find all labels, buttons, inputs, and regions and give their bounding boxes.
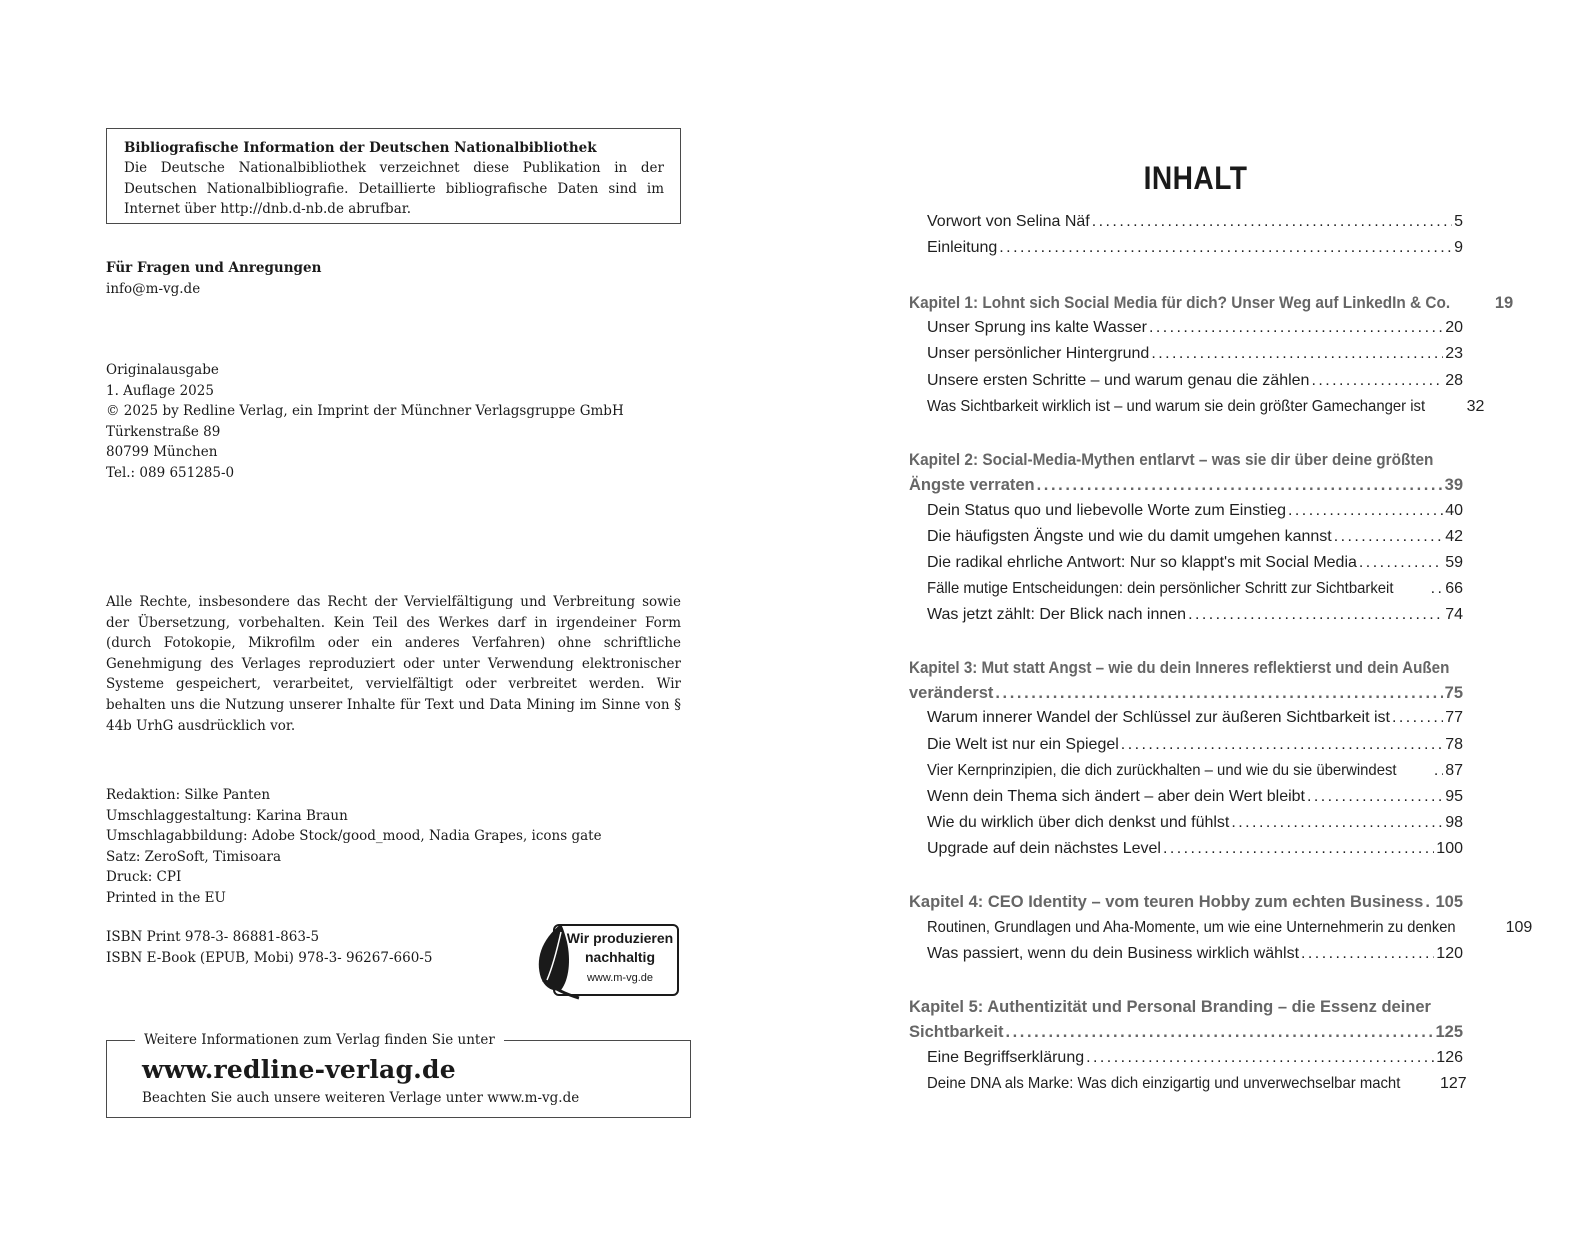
toc-leader	[1005, 1022, 1433, 1042]
isbn-block	[106, 927, 432, 968]
toc-entry-title: Warum innerer Wandel der Schlüssel zur äußeren Sichtbarkeit ist	[927, 709, 1390, 726]
toc-entry-title: Die Welt ist nur ein Spiegel	[927, 736, 1119, 753]
toc-entry-title: Routinen, Grundlagen und Aha-Momente, um wie eine Unternehmerin zu denken	[927, 919, 1456, 936]
toc-page-number: 28	[1445, 372, 1463, 389]
toc-leader	[1231, 813, 1443, 833]
toc-entry-title: Die radikal ehrliche Antwort: Nur so klappt's mit Social Media	[927, 554, 1357, 571]
toc-entry-title: Wenn dein Thema sich ändert – aber dein Wert bleibt	[927, 788, 1305, 805]
toc-page-number: 100	[1436, 840, 1463, 857]
toc-chapter-entry[interactable]	[909, 892, 1463, 912]
badge-text-line2: nachhaltig	[584, 949, 655, 965]
toc-page-number: 109	[1505, 919, 1533, 936]
toc-chapter-title: Kapitel 4: CEO Identity – vom teuren Hobby zum echten Business	[909, 893, 1424, 911]
toc-chapter-title-line2: Sichtbarkeit	[909, 1023, 1004, 1041]
toc-entry[interactable]	[927, 371, 1463, 391]
publisher-note: Beachten Sie auch unsere weiteren Verlage unter www.m-vg.de	[142, 1090, 580, 1106]
toc-page-number: 9	[1454, 239, 1463, 256]
toc-chapter-title-line1[interactable]: Kapitel 5: Authentizität und Personal Branding – die Essenz deiner	[909, 998, 1431, 1016]
toc-entry[interactable]	[927, 397, 1485, 417]
edition-block	[106, 360, 624, 484]
credit-line: Umschlaggestaltung: Karina Braun	[106, 807, 348, 824]
toc-chapter-title-line1[interactable]: Kapitel 3: Mut statt Angst – wie du dein Inneres reflektierst und dein Außen	[909, 659, 1450, 677]
toc-entry-title: Was jetzt zählt: Der Blick nach innen	[927, 606, 1187, 623]
toc-page-number: 75	[1444, 684, 1463, 702]
toc-entry-title: Die häufigsten Ängste und wie du damit umgehen kannst	[927, 528, 1332, 545]
copyright-line: © 2025 by Redline Verlag, ein Imprint der Münchner Verlagsgruppe GmbH	[106, 403, 624, 420]
contact-heading: Für Fragen und Anregungen	[106, 260, 322, 276]
credit-line: Druck: CPI	[106, 869, 182, 886]
toc-chapter-title-line2: Ängste verraten	[909, 476, 1035, 494]
contact-block	[106, 258, 321, 299]
toc-page-number: 42	[1445, 528, 1463, 545]
toc-page-number: 126	[1436, 1049, 1463, 1066]
badge-text-line1: Wir produzieren	[566, 930, 674, 946]
toc-leader	[1392, 708, 1443, 728]
toc-chapter-entry[interactable]	[909, 683, 1463, 703]
toc-page-number: 105	[1435, 893, 1463, 911]
toc-page-number: 120	[1436, 945, 1463, 962]
toc-page-number: 87	[1445, 762, 1463, 779]
edition-line: Originalausgabe	[106, 362, 219, 378]
toc-entry[interactable]	[927, 761, 1463, 781]
toc-page-number: 39	[1444, 476, 1463, 494]
address-street: Türkenstraße 89	[106, 423, 221, 440]
publisher-web-box	[106, 1032, 691, 1118]
toc-entry-title: Dein Status quo und liebevolle Worte zum Einstieg	[927, 502, 1287, 519]
edition-line: 1. Auflage 2025	[106, 382, 214, 399]
toc-page-number: 40	[1445, 502, 1463, 519]
toc-page-number: 77	[1445, 709, 1463, 726]
toc-entry[interactable]	[927, 1048, 1463, 1068]
sustainability-badge	[531, 920, 691, 1004]
toc-leader	[1288, 501, 1443, 521]
toc-entry-title: Vier Kernprinzipien, die dich zurückhalten – und wie du sie überwindest	[927, 762, 1397, 779]
toc-leader	[1188, 605, 1443, 625]
toc-entry[interactable]	[927, 944, 1463, 964]
toc-page-number: 32	[1466, 398, 1485, 415]
publisher-web-legend: Weitere Informationen zum Verlag finden Sie unter	[135, 1030, 504, 1050]
rights-notice: Alle Rechte, insbesondere das Recht der Vervielfältigung und Verbreitung sowie der Übersetzung, vorbehalten. Kein Teil des Werkes darf in irgendeiner Form (durch Fotokopie, Mikrofilm oder ein anderes Verfahren) ohne schriftliche Genehmigung des Verlages reproduziert oder unter Verwendung elektronischer Systeme gespeichert, verarbeitet, vervielfältigt oder verbreitet werden. Wir behalten uns die Nutzung unserer Inhalte für Text und Data Mining im Sinne von § 44b UrhG ausdrücklich vor.	[106, 594, 681, 734]
toc-leader	[1425, 892, 1433, 912]
toc-page-number: 19	[1494, 294, 1514, 312]
toc-entry-title: Unser Sprung ins kalte Wasser	[927, 319, 1147, 336]
toc-chapter-entry[interactable]	[909, 293, 1514, 313]
toc-entry[interactable]	[927, 553, 1463, 573]
toc-entry-title: Deine DNA als Marke: Was dich einzigartig und unverwechselbar macht	[927, 1075, 1401, 1092]
toc-entry[interactable]	[927, 1074, 1467, 1094]
credit-line: Umschlagabbildung: Adobe Stock/good_mood, Nadia Grapes, icons gate	[106, 828, 602, 845]
credits-block	[106, 785, 602, 909]
toc-page-number: 66	[1445, 580, 1463, 597]
toc-leader	[1121, 735, 1443, 755]
toc-entry[interactable]	[927, 238, 1463, 258]
toc-entry-title: Unser persönlicher Hintergrund	[927, 345, 1150, 362]
toc-page-number: 74	[1445, 606, 1463, 623]
toc-entry[interactable]	[927, 787, 1463, 807]
toc-entry-title: Unsere ersten Schritte – und warum genau die zählen	[927, 372, 1310, 389]
publisher-website-link[interactable]: www.redline-verlag.de	[142, 1055, 456, 1084]
phone-number: Tel.: 089 651285-0	[106, 464, 235, 481]
toc-entry[interactable]	[927, 579, 1463, 599]
toc-page-number: 95	[1445, 788, 1463, 805]
toc-page-number: 5	[1454, 213, 1463, 230]
toc-chapter-title: Kapitel 1: Lohnt sich Social Media für dich? Unser Weg auf LinkedIn & Co.	[909, 294, 1451, 312]
toc-page-number: 98	[1445, 814, 1463, 831]
toc-entry[interactable]	[927, 501, 1463, 521]
toc-page	[797, 0, 1594, 1240]
toc-leader	[1301, 944, 1434, 964]
toc-chapter-title-line2: veränderst	[909, 684, 994, 702]
toc-leader	[1151, 344, 1443, 364]
toc-leader	[1149, 318, 1443, 338]
toc-page-number: 23	[1445, 345, 1463, 362]
toc-entry-title: Einleitung	[927, 239, 998, 256]
toc-entry[interactable]	[927, 735, 1463, 755]
toc-entry[interactable]	[927, 527, 1463, 547]
toc-page-number: 125	[1435, 1023, 1463, 1041]
toc-chapter-title-line1[interactable]: Kapitel 2: Social-Media-Mythen entlarvt – was sie dir über deine größten	[909, 451, 1434, 469]
toc-page-number: 78	[1445, 736, 1463, 753]
credit-line: Printed in the EU	[106, 889, 226, 906]
toc-page-number: 59	[1445, 554, 1463, 571]
toc-leader	[1037, 475, 1443, 495]
toc-entry[interactable]	[927, 605, 1463, 625]
toc-leader	[1334, 527, 1444, 547]
toc-entry-title: Was passiert, wenn du dein Business wirklich wählst	[927, 945, 1300, 962]
toc-entry-title: Wie du wirklich über dich denkst und fühlst	[927, 814, 1230, 831]
toc-page-number: 127	[1439, 1075, 1467, 1092]
address-city: 80799 München	[106, 444, 218, 461]
contact-email[interactable]: info@m-vg.de	[106, 280, 201, 297]
toc-entry[interactable]	[927, 839, 1463, 859]
toc-leader	[995, 683, 1442, 703]
isbn-ebook: ISBN E-Book (EPUB, Mobi) 978-3- 96267-660-5	[106, 949, 433, 966]
toc-leader	[1307, 787, 1443, 807]
isbn-print: ISBN Print 978-3- 86881-863-5	[106, 929, 320, 945]
badge-url[interactable]: www.m-vg.de	[586, 972, 654, 984]
toc-entry-title: Eine Begriffserklärung	[927, 1049, 1085, 1066]
toc-title: INHALT	[1143, 160, 1248, 196]
toc-leader	[1086, 1048, 1434, 1068]
toc-entry[interactable]	[927, 813, 1463, 833]
toc-entry[interactable]	[927, 344, 1463, 364]
toc-page-number: 20	[1445, 319, 1463, 336]
toc-leader	[1163, 839, 1434, 859]
toc-chapter-entry[interactable]	[909, 475, 1463, 495]
toc-entry-title: Upgrade auf dein nächstes Level	[927, 840, 1161, 857]
bibliographic-info-title: Bibliografische Information der Deutschen Nationalbibliothek	[124, 140, 597, 156]
credit-line: Satz: ZeroSoft, Timisoara	[106, 848, 282, 865]
bibliographic-info-box	[106, 128, 681, 224]
toc-entry[interactable]	[927, 212, 1463, 232]
credit-line: Redaktion: Silke Panten	[106, 787, 271, 803]
toc-entry[interactable]	[927, 918, 1533, 938]
toc-leader	[999, 238, 1452, 258]
toc-entry[interactable]	[927, 708, 1463, 728]
toc-entry-title: Was Sichtbarkeit wirklich ist – und warum sie dein größter Gamechanger ist	[927, 398, 1426, 415]
toc-leader	[1359, 553, 1443, 573]
toc-entry-title: Vorwort von Selina Näf	[927, 213, 1090, 230]
toc-entry-title: Fälle mutige Entscheidungen: dein persönlicher Schritt zur Sichtbarkeit	[927, 580, 1394, 597]
toc-chapter-entry[interactable]	[909, 1022, 1463, 1042]
toc-leader	[1434, 761, 1443, 781]
toc-entry[interactable]	[927, 318, 1463, 338]
toc-leader	[1311, 371, 1443, 391]
bibliographic-info-text: Die Deutsche Nationalbibliothek verzeichnet diese Publikation in der Deutschen Nationalbibliografie. Detaillierte bibliografische Daten sind im Internet über http://dnb.d-nb.de abrufbar.	[124, 160, 664, 217]
toc-leader	[1092, 212, 1452, 232]
toc-leader	[1431, 579, 1444, 599]
